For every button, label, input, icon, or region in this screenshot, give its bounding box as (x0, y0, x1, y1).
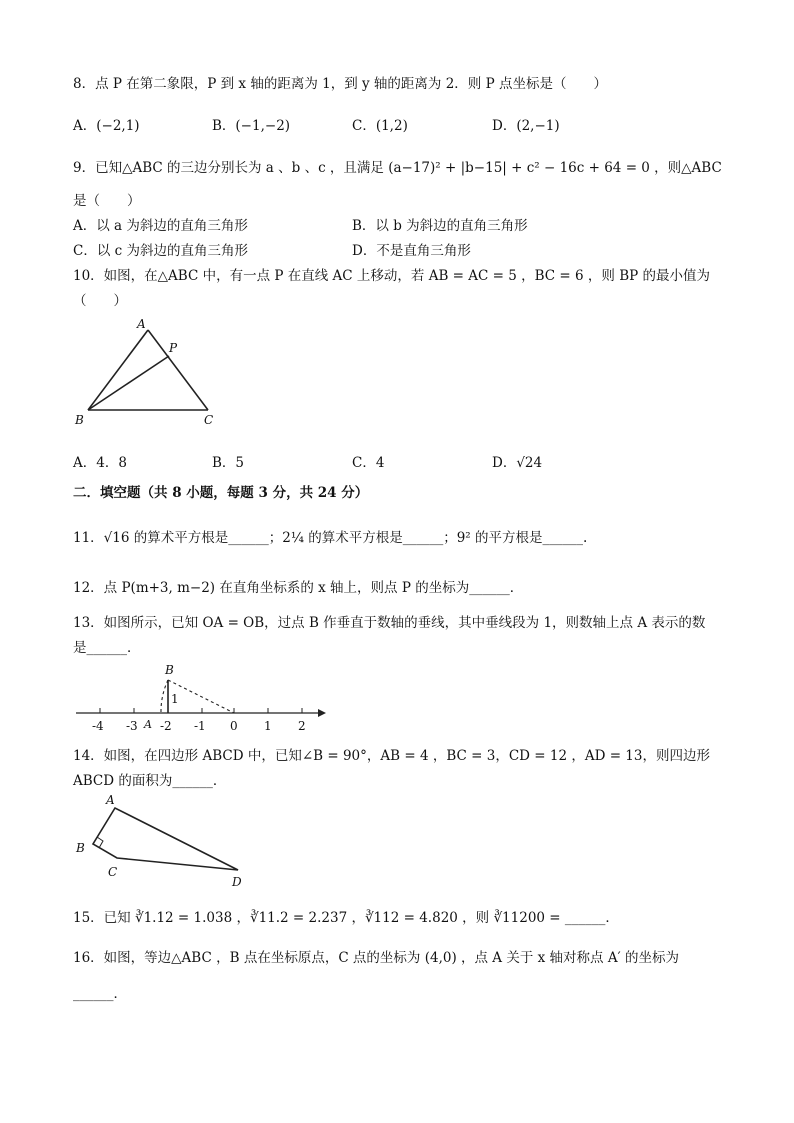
q8-option-b: B．(−1,−2) (212, 118, 291, 134)
q13-tick-neg4: -4 (92, 719, 104, 733)
q13-tick-neg3: -3 (126, 719, 138, 733)
q12-stem: 12．点 P(m+3, m−2) 在直角坐标系的 x 轴上，则点 P 的坐标为______． (73, 580, 524, 596)
q10-label-c: C (204, 413, 214, 427)
q9-option-c: C．以 c 为斜边的直角三角形 (73, 243, 248, 259)
q10-option-c: C．4 (352, 455, 385, 471)
q14-label-b: B (76, 841, 85, 855)
q13-tick-0: 0 (230, 719, 238, 733)
q13-tick-2: 2 (298, 719, 306, 733)
q10-label-p: P (169, 341, 178, 355)
q13-tick-1: 1 (264, 719, 272, 733)
q11-stem: 11．√16 的算术平方根是______；2¼ 的算术平方根是______；9² 的平方根是______. (73, 530, 588, 546)
q9-stem: 9．已知△ABC 的三边分别长为 a 、b 、c ，且满足 (a−17)² + |b−15| + c² − 16c + 64 = 0 ，则△ABC (73, 160, 722, 176)
q9-stem-cont: 是（ ） (73, 193, 141, 209)
q13-label-seg: 1 (171, 692, 179, 706)
q10-triangle-figure (70, 312, 230, 432)
q14-label-c: C (108, 865, 118, 879)
q9-option-b: B．以 b 为斜边的直角三角形 (352, 218, 528, 234)
q10-stem: 10．如图，在△ABC 中，有一点 P 在直线 AC 上移动，若 AB = AC = 5 ，BC = 6 ，则 BP 的最小值为 (73, 268, 710, 284)
q8-option-c: C．(1,2) (352, 118, 408, 134)
q13-number-line-figure (70, 658, 330, 738)
q9-option-d: D．不是直角三角形 (352, 243, 471, 259)
q9-option-a: A．以 a 为斜边的直角三角形 (73, 218, 248, 234)
q10-stem-cont: （ ） (73, 293, 127, 309)
q10-option-b: B．5 (212, 455, 245, 471)
q13-label-a: A (144, 718, 152, 731)
q10-label-a: A (137, 317, 146, 331)
q14-label-a: A (106, 793, 115, 807)
q16-stem: 16．如图，等边△ABC ，B 点在坐标原点，C 点的坐标为 (4,0) ，点 A 关于 x 轴对称点 A′ 的坐标为 (73, 950, 679, 966)
q10-label-b: B (75, 413, 84, 427)
q8-option-a: A．(−2,1) (73, 118, 140, 134)
q13-tick-marks (100, 708, 302, 713)
q8-stem: 8．点 P 在第二象限，P 到 x 轴的距离为 1，到 y 轴的距离为 2．则 P 点坐标是（ ） (73, 76, 607, 92)
q14-quadrilateral-figure (70, 792, 270, 892)
q13-stem-cont: 是______． (73, 640, 141, 656)
q13-tick-neg2: -2 (160, 719, 172, 733)
q16-stem-cont: ______． (73, 986, 127, 1002)
q10-option-d: D．√24 (492, 455, 543, 471)
section-title: 二．填空题（共 8 小题，每题 3 分，共 24 分） (73, 485, 369, 501)
q13-stem: 13．如图所示，已知 OA = OB，过点 B 作垂直于数轴的垂线，其中垂线段为 1，则数轴上点 A 表示的数 (73, 615, 706, 631)
q8-option-d: D．(2,−1) (492, 118, 560, 134)
q13-tick-neg1: -1 (194, 719, 206, 733)
q14-label-d: D (232, 875, 242, 889)
q15-stem: 15．已知 ∛1.12 = 1.038 ，∛11.2 = 2.237 ，∛112 = 4.820 ，则 ∛11200 = ______． (73, 910, 619, 926)
q14-stem: 14．如图，在四边形 ABCD 中，已知∠B = 90°，AB = 4 ，BC = 3，CD = 12 ，AD = 13，则四边形 (73, 748, 710, 764)
q13-label-b: B (165, 663, 174, 677)
q10-option-a: A．4．8 (73, 455, 127, 471)
q14-stem-cont: ABCD 的面积为______． (73, 773, 227, 789)
